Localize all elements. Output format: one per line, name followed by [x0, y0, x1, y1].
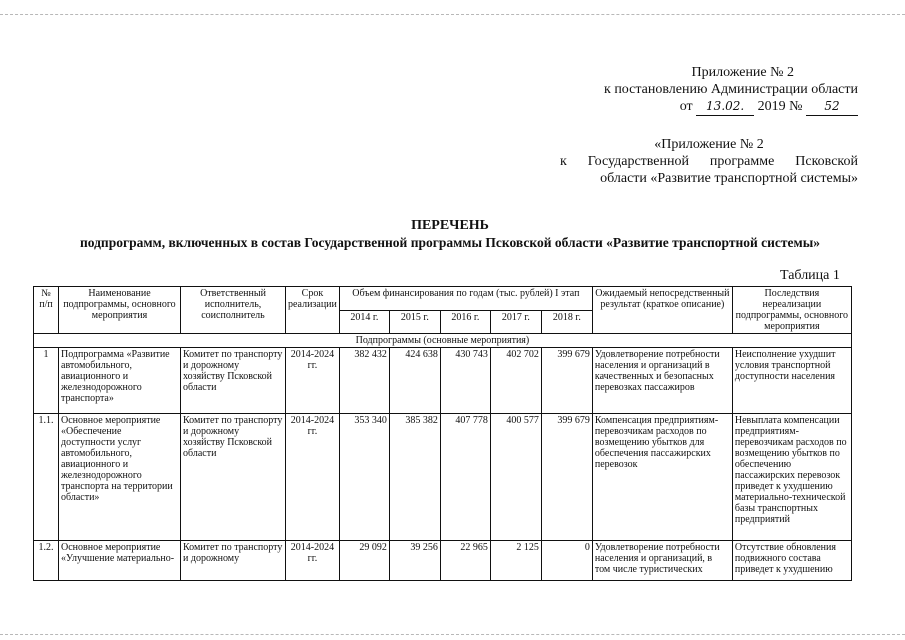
appendix-line2: к постановлению Администрации области: [604, 82, 858, 97]
row-expected: Удовлетворение потребности населения и организаций, в том числе туристических: [592, 541, 732, 581]
header-row-1: [34, 287, 852, 311]
row-executor: Комитет по транспорту и дорожному хозяйству Псковской области: [181, 414, 286, 541]
row-value-2017: 400 577: [490, 414, 541, 541]
appendix-line1: Приложение № 2: [691, 65, 794, 80]
row-value-2018: 0: [541, 541, 592, 581]
row-num: 1: [34, 348, 59, 414]
row-value-2017: 402 702: [490, 348, 541, 414]
table-label: Таблица 1: [780, 268, 840, 283]
col-header-term: Срок реализации: [286, 287, 340, 334]
handwritten-number: 52: [806, 98, 858, 116]
document-heading: ПЕРЕЧЕНЬ: [411, 218, 489, 233]
col-header-expected: Ожидаемый непосредственный результат (краткое описание): [592, 287, 732, 334]
col-header-num: № п/п: [34, 287, 59, 334]
row-consequences: Неисполнение ухудшит условия транспортной доступности населения: [732, 348, 851, 414]
row-value-2016: 22 965: [440, 541, 490, 581]
table-row: [34, 541, 852, 581]
row-num: 1.1.: [34, 414, 59, 541]
row-term: 2014-2024 гг.: [286, 414, 340, 541]
col-header-consequences: Последствия нереализации подпрограммы, основного мероприятия: [732, 287, 851, 334]
row-value-2016: 430 743: [440, 348, 490, 414]
appendix-date-line: [560, 98, 858, 116]
scan-edge-top: [0, 14, 905, 15]
table-row: [34, 414, 852, 541]
row-value-2018: 399 679: [541, 348, 592, 414]
row-value-2015: 39 256: [389, 541, 440, 581]
row-consequences: Отсутствие обновления подвижного состава приведет к ухудшению: [732, 541, 851, 581]
col-header-year: 2017 г.: [490, 310, 541, 334]
col-header-executor: Ответственный исполнитель, соисполнитель: [181, 287, 286, 334]
appendix2-line2: к Государственной программе Псковской: [560, 154, 858, 169]
date-prefix: от: [679, 99, 693, 114]
row-name: Подпрограмма «Развитие автомобильного, авиационного и железнодорожного транспорта»: [59, 348, 181, 414]
row-consequences: Невыплата компенсации предприятиям-перевозчикам расходов по возмещению убытков по обеспечению пассажирских перевозок приведет к ухудшению материально-технической базы транспортных предприятий: [732, 414, 851, 541]
appendix-header: [560, 64, 858, 116]
row-value-2014: 382 432: [339, 348, 389, 414]
scan-edge-bottom: [0, 634, 905, 635]
row-name: Основное мероприятие «Улучшение материально-: [59, 541, 181, 581]
row-value-2016: 407 778: [440, 414, 490, 541]
row-num: 1.2.: [34, 541, 59, 581]
handwritten-date: 13.02.: [696, 98, 754, 116]
col-header-year: 2016 г.: [440, 310, 490, 334]
row-value-2015: 424 638: [389, 348, 440, 414]
program-appendix-header: [560, 136, 858, 187]
subprograms-table: [33, 286, 852, 581]
row-value-2018: 399 679: [541, 414, 592, 541]
col-header-funding: Объем финансирования по годам (тыс. рублей) I этап: [339, 287, 592, 311]
row-name: Основное мероприятие «Обеспечение доступности услуг автомобильного, авиационного и железнодорожного транспорта на территории области»: [59, 414, 181, 541]
row-value-2014: 29 092: [339, 541, 389, 581]
document-subtitle: подпрограмм, включенных в состав Государственной программы Псковской области «Развитие транспортной системы»: [79, 235, 821, 250]
row-expected: Удовлетворение потребности населения и организаций в качественных и безопасных перевозках пассажиров: [592, 348, 732, 414]
row-value-2015: 385 382: [389, 414, 440, 541]
row-term: 2014-2024 гг.: [286, 348, 340, 414]
section-title: Подпрограммы (основные мероприятия): [34, 334, 852, 348]
row-value-2017: 2 125: [490, 541, 541, 581]
row-expected: Компенсация предприятиям-перевозчикам расходов по возмещению убытков для обеспечения пассажирских перевозок: [592, 414, 732, 541]
year-number-label: 2019 №: [757, 99, 803, 114]
col-header-name: Наименование подпрограммы, основного мероприятия: [59, 287, 181, 334]
row-executor: Комитет по транспорту и дорожному: [181, 541, 286, 581]
appendix2-line1: «Приложение № 2: [654, 137, 764, 152]
row-term: 2014-2024 гг.: [286, 541, 340, 581]
table-row: [34, 348, 852, 414]
row-executor: Комитет по транспорту и дорожному хозяйству Псковской области: [181, 348, 286, 414]
col-header-year: 2014 г.: [339, 310, 389, 334]
col-header-year: 2015 г.: [389, 310, 440, 334]
appendix2-line3: области «Развитие транспортной системы»: [600, 171, 858, 186]
section-row: [34, 334, 852, 348]
row-value-2014: 353 340: [339, 414, 389, 541]
col-header-year: 2018 г.: [541, 310, 592, 334]
